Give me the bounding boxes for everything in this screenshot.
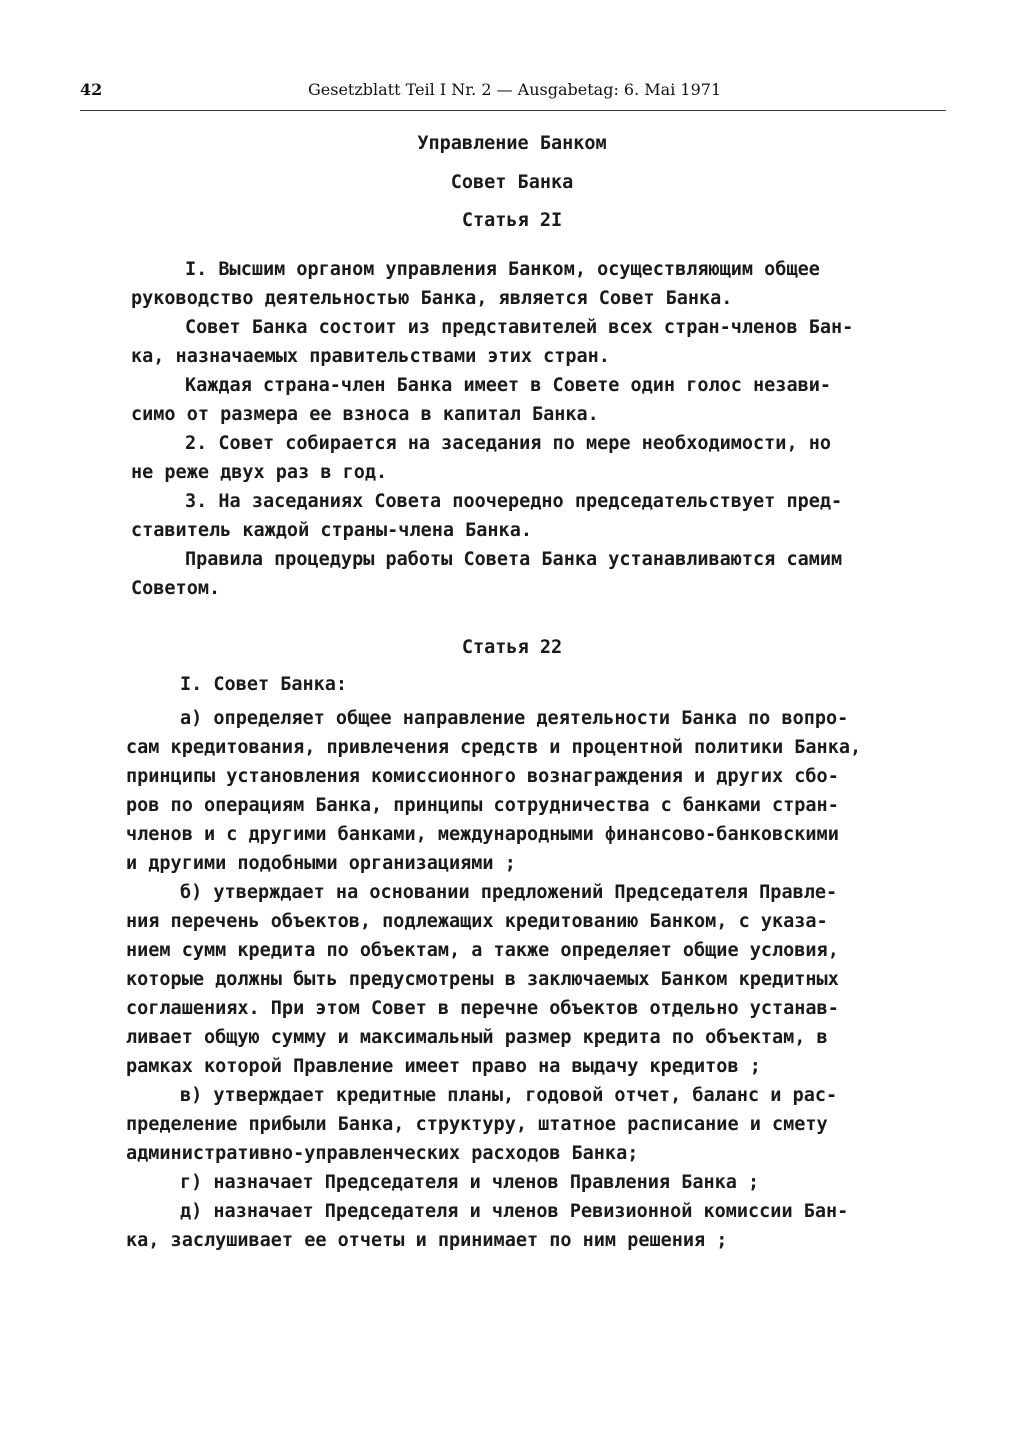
text-line: не реже двух раз в год.	[131, 462, 388, 483]
text-line: ка, назначаемых правительствами этих стран.	[131, 346, 610, 367]
text-line: д) назначает Председателя и членов Ревизионной комиссии Бан-	[180, 1201, 849, 1222]
text-line: рамках которой Правление имеет право на выдачу кредитов ;	[126, 1056, 761, 1077]
text-line: ливает общую сумму и максимальный размер кредита по объектам, в	[126, 1027, 828, 1048]
text-line: ния перечень объектов, подлежащих кредитованию Банком, с указа-	[126, 911, 828, 932]
text-line: Каждая страна-член Банка имеет в Совете один голос незави-	[185, 375, 832, 396]
text-line: б) утверждает на основании предложений Председателя Правле-	[180, 882, 838, 903]
subsection-heading: Совет Банка	[450, 172, 574, 193]
header-rule	[80, 110, 946, 111]
text-line: членов и с другими банками, международными финансово-банковскими	[126, 824, 839, 845]
text-line: I. Совет Банка:	[180, 674, 348, 695]
article-22-heading: Статья 22	[461, 637, 563, 658]
text-line: 3. На заседаниях Совета поочередно председательствует пред-	[185, 491, 843, 512]
text-line: Правила процедуры работы Совета Банка устанавливаются самим	[185, 549, 843, 570]
text-line: ров по операциям Банка, принципы сотрудничества с банками стран-	[126, 795, 839, 816]
text-line: сам кредитования, привлечения средств и процентной политики Банка,	[126, 737, 862, 758]
text-line: пределение прибыли Банка, структуру, штатное расписание и смету	[126, 1114, 828, 1135]
text-line: административно-управленческих расходов Банка;	[126, 1143, 639, 1164]
article-21-heading: Статья 2I	[461, 210, 563, 231]
text-line: нием сумм кредита по объектам, а также определяет общие условия,	[126, 940, 839, 961]
text-line: которые должны быть предусмотрены в заключаемых Банком кредитных	[126, 969, 839, 990]
section-heading: Управление Банком	[417, 133, 607, 154]
page-header	[80, 80, 946, 110]
text-line: г) назначает Председателя и членов Правления Банка ;	[180, 1172, 760, 1193]
text-line: Советом.	[131, 578, 221, 599]
text-line: руководство деятельностью Банка, является Совет Банка.	[131, 288, 733, 309]
text-line: соглашениях. При этом Совет в перечне объектов отдельно устанав-	[126, 998, 839, 1019]
text-line: а) определяет общее направление деятельности Банка по вопро-	[180, 708, 849, 729]
text-line: I. Высшим органом управления Банком, осуществляющим общее	[185, 259, 820, 280]
page-number: 42	[80, 80, 103, 99]
running-title: Gesetzblatt Teil I Nr. 2 — Ausgabetag: 6. Mai 1971	[308, 80, 722, 99]
text-line: Совет Банка состоит из представителей всех стран-членов Бан-	[185, 317, 854, 338]
text-line: ставитель каждой страны-члена Банка.	[131, 520, 532, 541]
text-line: в) утверждает кредитные планы, годовой отчет, баланс и рас-	[180, 1085, 838, 1106]
text-line: и другими подобными организациями ;	[126, 853, 516, 874]
text-line: 2. Совет собирается на заседания по мере необходимости, но	[185, 433, 832, 454]
text-line: ка, заслушивает ее отчеты и принимает по ним решения ;	[126, 1230, 728, 1251]
text-line: симо от размера ее взноса в капитал Банка.	[131, 404, 599, 425]
text-line: принципы установления комиссионного вознаграждения и других сбо-	[126, 766, 839, 787]
